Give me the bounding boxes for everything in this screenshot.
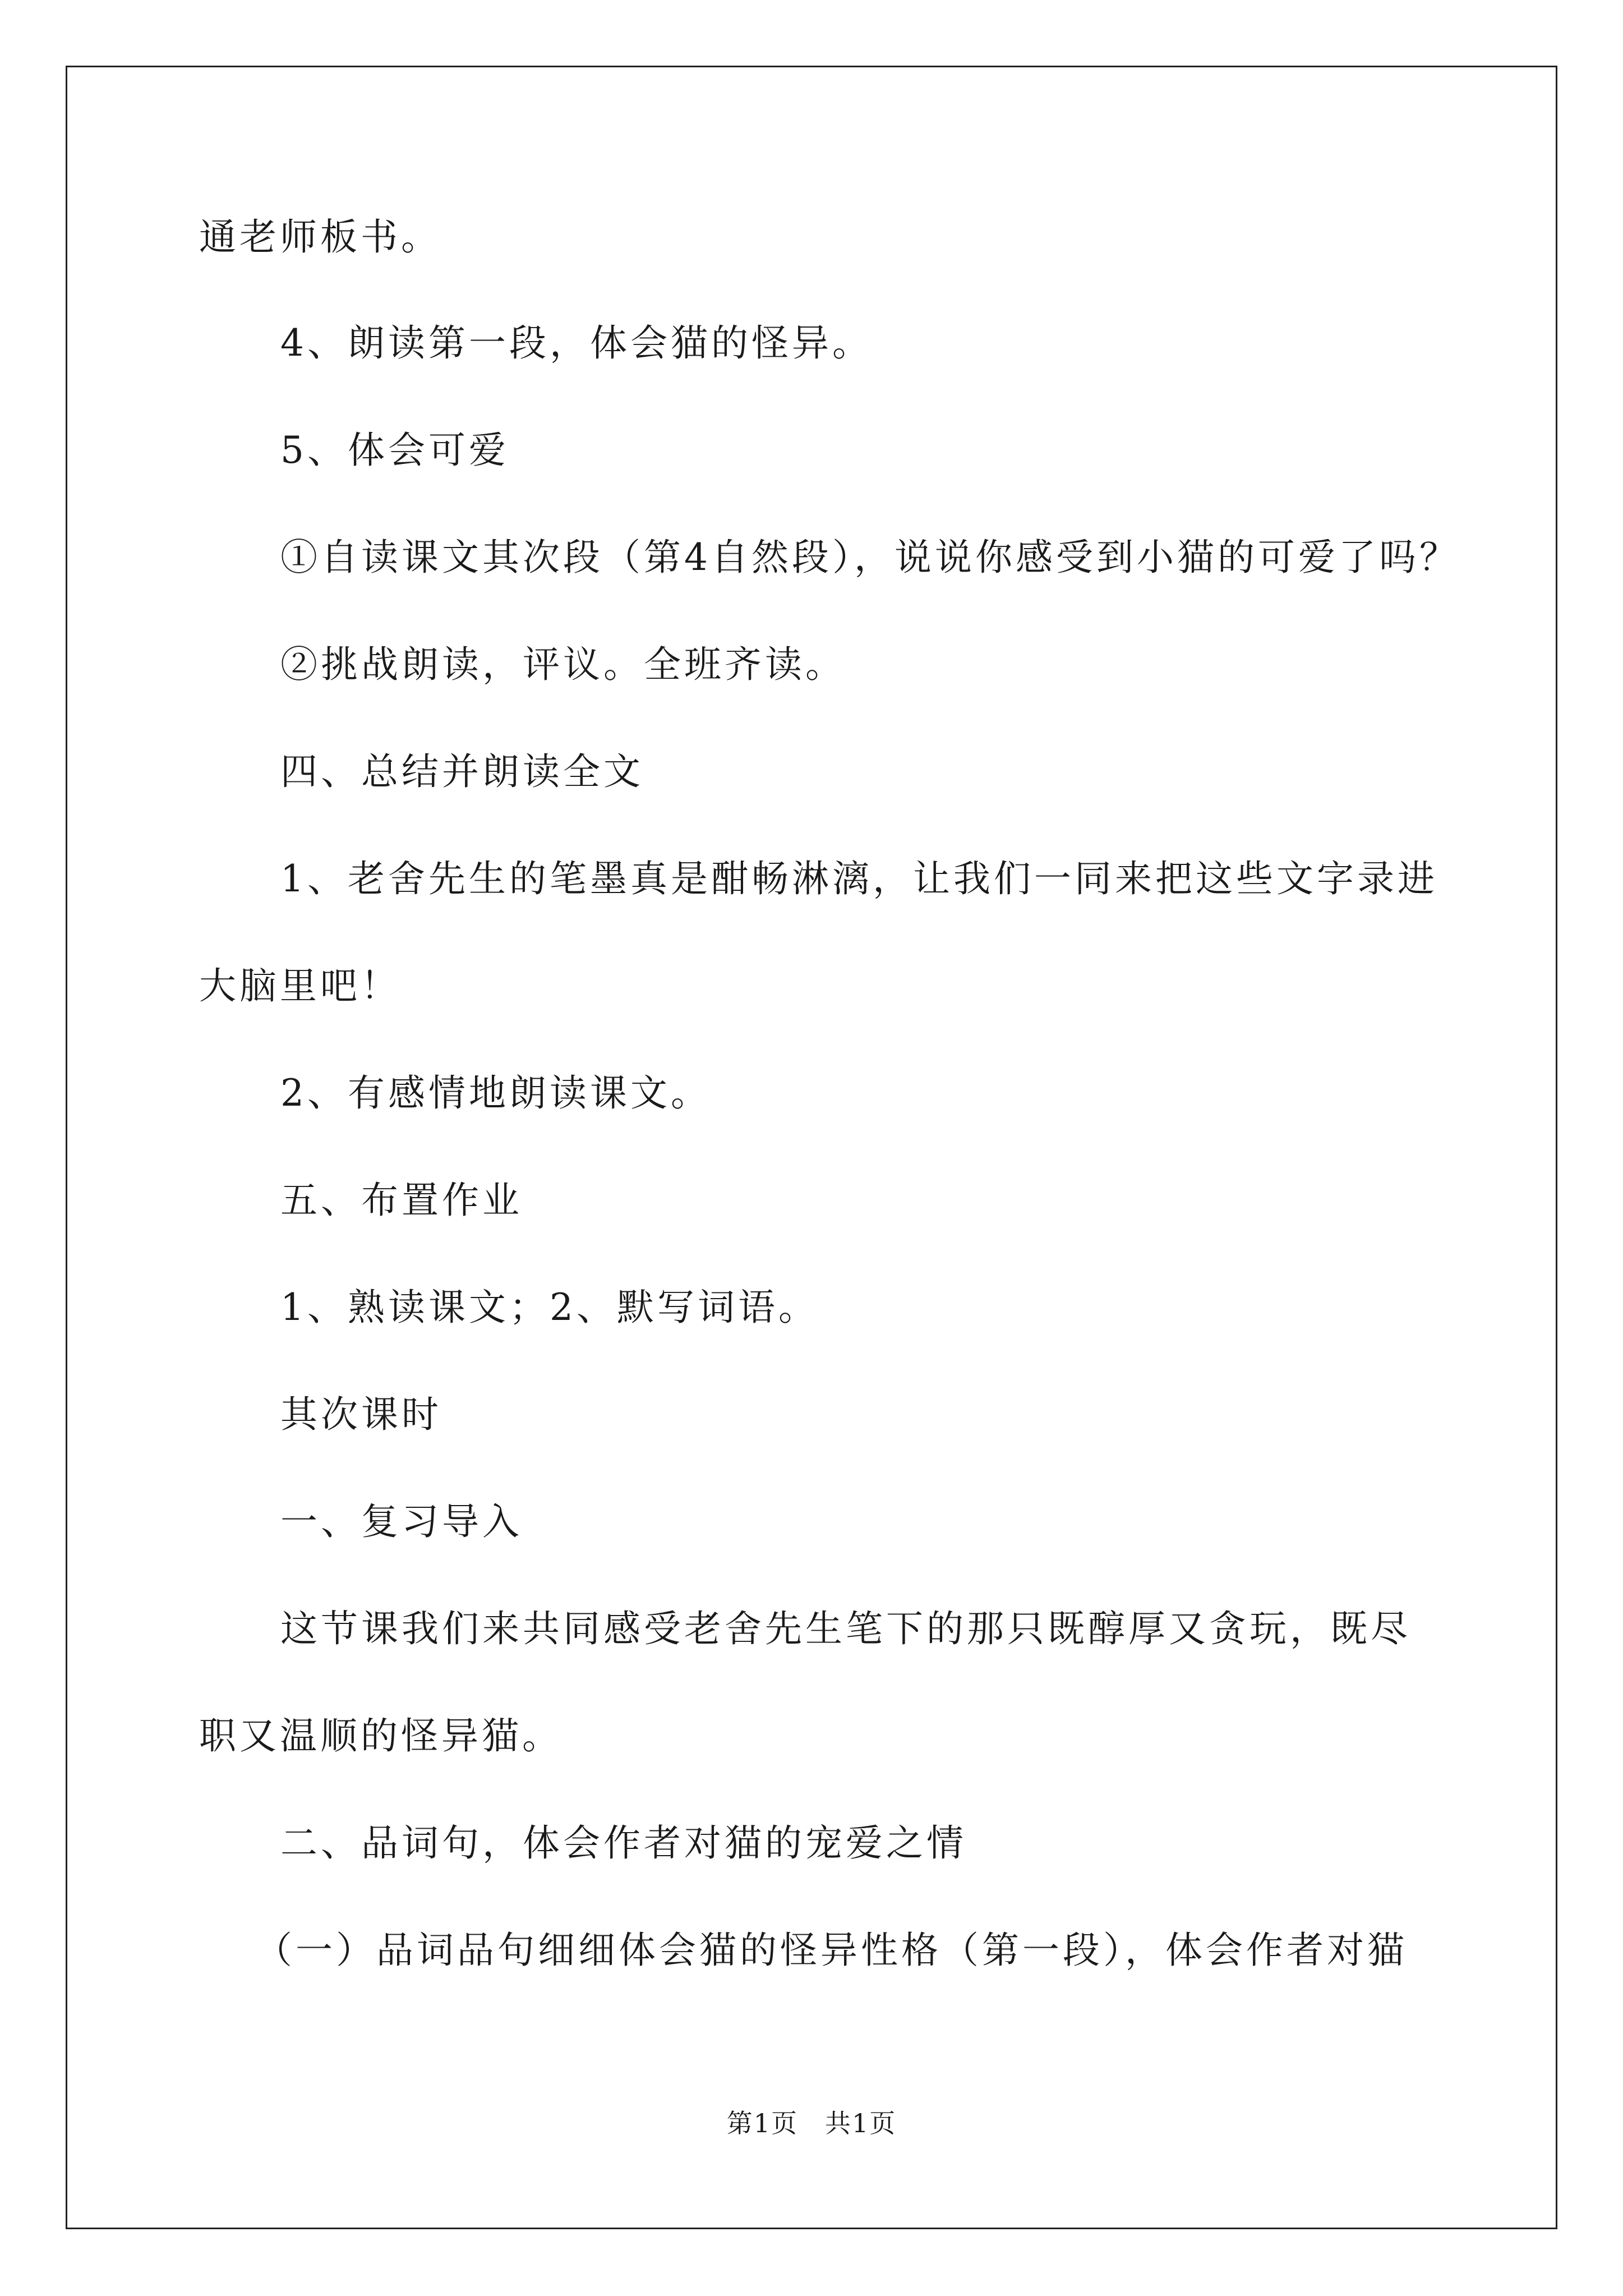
text-line: 5、体会可爱 <box>280 429 509 472</box>
page-border <box>66 66 1557 2229</box>
page-number-footer: 第1页 共1页 <box>726 2108 897 2138</box>
section-heading: 其次课时 <box>280 1393 442 1436</box>
text-line: 这节课我们来共同感受老舍先生笔下的那只既醇厚又贪玩，既尽 <box>280 1607 1411 1650</box>
text-line: （一）品词品句细细体会猫的怪异性格（第一段），体会作者对猫 <box>255 1929 1408 1972</box>
section-heading: 一、复习导入 <box>280 1500 523 1543</box>
text-line: 1、熟读课文；2、默写词语。 <box>280 1286 819 1329</box>
text-line: 2、有感情地朗读课文。 <box>280 1071 711 1115</box>
text-line: 大脑里吧！ <box>199 964 401 1007</box>
text-line: 职又温顺的怪异猫。 <box>199 1714 562 1757</box>
text-line: ②挑战朗读，评议。全班齐读。 <box>280 643 846 686</box>
text-line: 通老师板书。 <box>199 215 441 259</box>
section-heading: 二、品词句，体会作者对猫的宠爱之情 <box>280 1821 967 1865</box>
text-line: ①自读课文其次段（第4自然段），说说你感受到小猫的可爱了吗？ <box>280 536 1460 579</box>
text-line: 4、朗读第一段，体会猫的怪异。 <box>280 321 873 365</box>
text-line: 1、老舍先生的笔墨真是酣畅淋漓，让我们一同来把这些文字录进 <box>280 857 1438 900</box>
section-heading: 四、总结并朗读全文 <box>280 750 644 793</box>
section-heading: 五、布置作业 <box>280 1179 523 1222</box>
